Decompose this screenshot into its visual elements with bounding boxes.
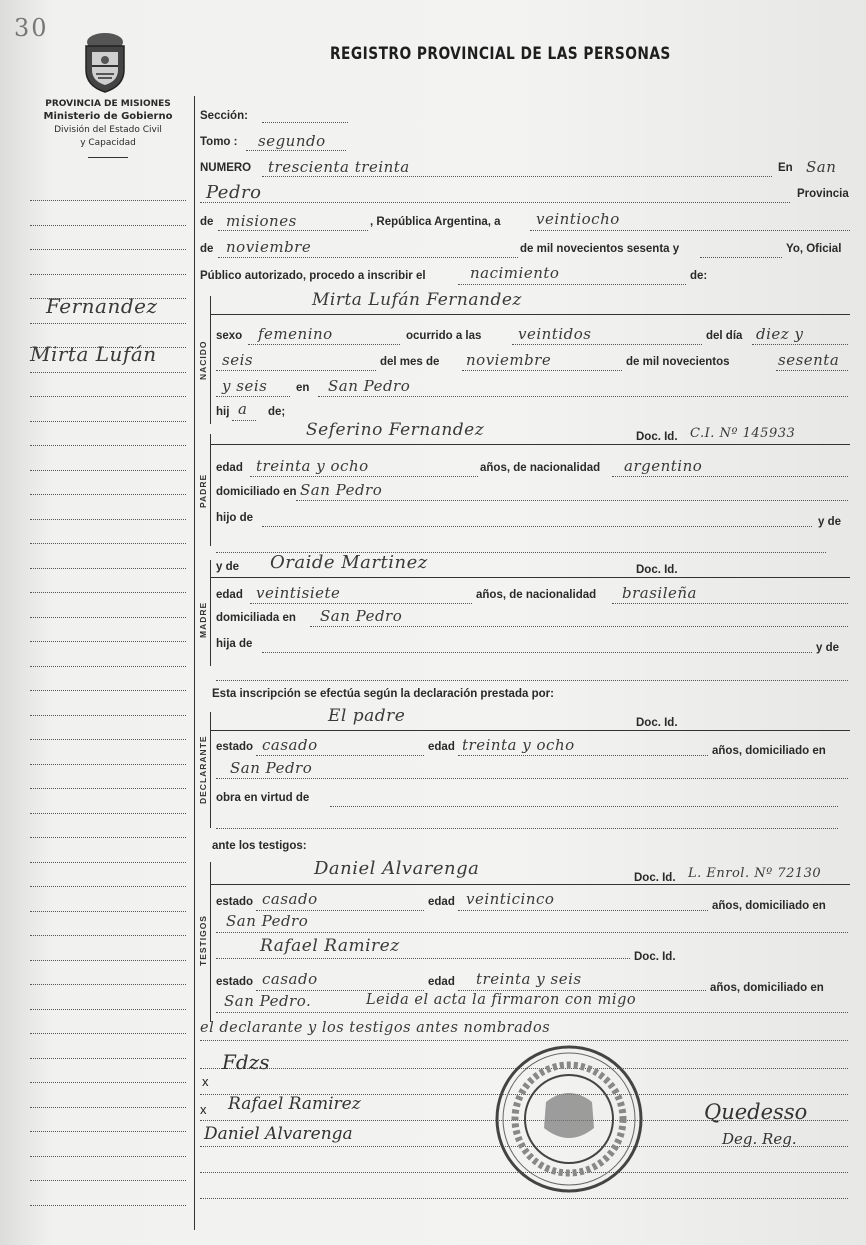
de-label-2: de	[200, 243, 214, 255]
x-mark-1: x	[202, 1074, 209, 1089]
madre-domicilio-value: San Pedro	[320, 607, 403, 625]
coat-of-arms-icon	[78, 30, 132, 94]
margin-line	[30, 617, 186, 618]
margin-line	[30, 715, 186, 716]
testigo-2-anios-label: años, domiciliado en	[710, 982, 824, 994]
margin-line	[30, 690, 186, 691]
month-field	[218, 257, 518, 258]
margin-line	[30, 984, 186, 985]
en-place-label: en	[296, 382, 310, 394]
nacido-name: Mirta Lufán Fernandez	[312, 290, 522, 310]
testigo-1-name: Daniel Alvarenga	[314, 858, 480, 879]
act-value: nacimiento	[470, 264, 560, 282]
testigo-1-doc-value: L. Enrol. Nº 72130	[688, 866, 822, 881]
declarante-obra-field	[330, 806, 838, 807]
declarante-obra-label: obra en virtud de	[216, 792, 310, 804]
declarante-name: El padre	[328, 706, 406, 726]
margin-line	[30, 372, 186, 373]
birth-place-value: San Pedro	[328, 377, 411, 395]
sig-line-6	[200, 1198, 848, 1199]
margin-line	[30, 1107, 186, 1108]
padre-edad-value: treinta y ocho	[256, 457, 369, 475]
yo-label: Yo, Oficial	[786, 243, 842, 255]
testigo-2-estado-value: casado	[262, 970, 318, 988]
margin-line	[30, 960, 186, 961]
margin-surname: Fernandez	[46, 294, 158, 318]
day-value: veintiocho	[536, 210, 620, 228]
time-field	[512, 344, 702, 345]
numero-label: NUMERO	[200, 162, 252, 174]
sexo-label: sexo	[216, 330, 243, 342]
testigos-top-rule	[210, 884, 850, 885]
nacido-side-label: NACIDO	[198, 340, 208, 380]
madre-y-de-label: y de	[216, 561, 240, 573]
publico-label: Público autorizado, procedo a inscribir el	[200, 270, 426, 282]
madre-hija-label: hija de	[216, 638, 253, 650]
tomo-field	[246, 150, 346, 151]
time-value: veintidos	[518, 325, 592, 343]
dia-value: diez y	[756, 325, 804, 343]
margin-line	[30, 445, 186, 446]
de-label: de	[200, 216, 214, 228]
officer-title: Deg. Reg.	[722, 1130, 797, 1148]
margin-line	[30, 592, 186, 593]
margin-line	[30, 274, 186, 275]
republica-label: , República Argentina, a	[370, 216, 501, 228]
numero-field	[262, 176, 772, 177]
declarante-estado-field	[256, 755, 424, 756]
padre-side-label: PADRE	[198, 473, 208, 508]
padre-domicilio-field	[296, 500, 848, 501]
signature-2: Rafael Ramirez	[228, 1094, 361, 1114]
ministry-label: Ministerio de Gobierno	[43, 111, 173, 122]
madre-nac-label: años, de nacionalidad	[476, 589, 597, 601]
margin-line	[30, 494, 186, 495]
testigo-2-name-field	[216, 958, 630, 959]
declarante-edad-field	[458, 755, 708, 756]
mes-value: noviembre	[466, 351, 552, 369]
padre-domicilio-value: San Pedro	[300, 481, 383, 499]
testigo-1-domicilio-field	[216, 932, 848, 933]
declarante-top-rule	[210, 730, 850, 731]
hij-de-label: de;	[268, 406, 286, 418]
margin-line	[30, 1205, 186, 1206]
margin-line	[30, 788, 186, 789]
padre-top-rule	[210, 444, 850, 445]
testigo-2-edad-label: edad	[428, 976, 455, 988]
seccion-label: Sección:	[200, 110, 248, 122]
padre-nac-value: argentino	[624, 457, 703, 475]
x-mark-2: x	[200, 1102, 207, 1117]
declarante-estado-label: estado	[216, 741, 254, 753]
sexo-value: femenino	[258, 325, 333, 343]
padre-nac-field	[612, 476, 848, 477]
testigo-2-name: Rafael Ramirez	[260, 936, 400, 956]
madre-name: Oraide Martinez	[270, 552, 428, 573]
padre-hijo-label: hijo de	[216, 512, 254, 524]
madre-nac-value: brasileña	[622, 584, 697, 602]
division-label: División del Estado Civil	[54, 125, 162, 135]
declarante-domicilio-field	[216, 778, 848, 779]
year-value: sesenta	[778, 351, 840, 369]
hij-field	[232, 420, 256, 421]
nacido-top-rule	[210, 314, 850, 315]
province-label: PROVINCIA DE MISIONES	[45, 99, 171, 109]
margin-line	[30, 1009, 186, 1010]
month-value: noviembre	[226, 238, 312, 256]
madre-hija-field	[262, 652, 812, 653]
madre-hija-field-2	[216, 680, 848, 681]
margin-line	[30, 1058, 186, 1059]
madre-doc-label: Doc. Id.	[636, 564, 678, 576]
margin-names: Mirta Lufán	[30, 342, 157, 366]
declarante-side-label: DECLARANTE	[198, 735, 208, 804]
testigo-2-edad-value: treinta y seis	[476, 970, 582, 988]
sexo-field	[248, 344, 400, 345]
signature-3: Daniel Alvarenga	[204, 1124, 353, 1144]
madre-bracket	[210, 560, 211, 666]
nacido-bracket	[210, 296, 211, 424]
padre-bracket	[210, 434, 211, 546]
testigo-1-anios-label: años, domiciliado en	[712, 900, 826, 912]
margin-line	[30, 421, 186, 422]
del-mes-label: del mes de	[380, 356, 440, 368]
closing-field-2	[200, 1040, 848, 1041]
year-field-2	[776, 370, 848, 371]
declarante-domicilio-value: San Pedro	[230, 759, 313, 777]
page-number: 30	[14, 14, 49, 42]
margin-line	[30, 813, 186, 814]
madre-y-de-end: y de	[816, 642, 840, 654]
testigos-bracket	[210, 862, 211, 1022]
madre-domicilio-label: domiciliada en	[216, 612, 296, 624]
madre-domicilio-field	[310, 626, 848, 627]
margin-line	[30, 225, 186, 226]
padre-doc-label: Doc. Id.	[636, 431, 678, 443]
mes-field	[462, 370, 622, 371]
padre-edad-label: edad	[216, 462, 243, 474]
declarante-anios-label: años, domiciliado en	[712, 745, 826, 757]
margin-line	[30, 837, 186, 838]
margin-line	[30, 666, 186, 667]
declarante-edad-label: edad	[428, 741, 455, 753]
madre-nac-field	[612, 603, 848, 604]
madre-side-label: MADRE	[198, 601, 208, 638]
declarante-intro: Esta inscripción se efectúa según la declaración prestada por:	[212, 688, 554, 700]
header-rule	[88, 157, 128, 158]
numero-value: trescienta treinta	[268, 158, 410, 176]
del-dia-label: del día	[706, 330, 743, 342]
closing-line-1: Leida el acta la firmaron con migo	[366, 992, 637, 1008]
province-field	[218, 230, 368, 231]
testigo-1-estado-field	[256, 910, 424, 911]
margin-line	[30, 200, 186, 201]
testigos-intro: ante los testigos:	[212, 840, 307, 852]
dia-field	[752, 344, 848, 345]
padre-doc-value: C.I. Nº 145933	[690, 426, 796, 441]
margin-line	[30, 1082, 186, 1083]
madre-edad-field	[250, 603, 472, 604]
madre-edad-value: veintisiete	[256, 584, 341, 602]
testigo-1-estado-value: casado	[262, 890, 318, 908]
margin-line	[30, 911, 186, 912]
dia-value-2: seis	[222, 351, 254, 369]
testigo-2-estado-field	[256, 990, 424, 991]
margin-line	[30, 739, 186, 740]
testigos-side-label: TESTIGOS	[198, 915, 208, 966]
en-value: San	[806, 158, 837, 176]
margin-line	[30, 886, 186, 887]
padre-name: Seferino Fernandez	[306, 420, 485, 440]
capacity-label: y Capacidad	[80, 138, 136, 148]
tomo-label: Tomo :	[200, 136, 238, 148]
padre-edad-field	[250, 476, 478, 477]
margin-line	[30, 935, 186, 936]
padre-domicilio-label: domiciliado en	[216, 486, 297, 498]
margin-line	[30, 396, 186, 397]
margin-line	[30, 641, 186, 642]
ocurrido-label: ocurrido a las	[406, 330, 482, 342]
birth-place-field	[318, 396, 848, 397]
declarante-obra-field-2	[216, 828, 838, 829]
testigo-1-edad-value: veinticinco	[466, 890, 555, 908]
day-field	[530, 230, 850, 231]
testigo-1-domicilio-value: San Pedro	[226, 912, 309, 930]
declarante-estado-value: casado	[262, 736, 318, 754]
margin-line	[30, 519, 186, 520]
official-seal	[494, 1044, 644, 1194]
province-value: misiones	[226, 212, 297, 230]
margin-line	[30, 1131, 186, 1132]
hij-value: a	[238, 400, 248, 418]
margin-line	[30, 470, 186, 471]
margin-line	[30, 764, 186, 765]
testigo-1-edad-field	[458, 910, 708, 911]
en-label: En	[778, 162, 793, 174]
margin-line	[30, 249, 186, 250]
dia-field-2	[216, 370, 376, 371]
provincia-label: Provincia	[797, 188, 849, 200]
testigo-2-domicilio-value: San Pedro.	[224, 992, 312, 1010]
closing-line-2: el declarante y los testigos antes nombrados	[200, 1020, 551, 1036]
place-value: Pedro	[206, 182, 262, 203]
year-value-2: y seis	[222, 377, 268, 395]
declarante-doc-label: Doc. Id.	[636, 717, 678, 729]
madre-edad-label: edad	[216, 589, 243, 601]
margin-line	[30, 1033, 186, 1034]
margin-line	[30, 1180, 186, 1181]
officer-signature: Quedesso	[704, 1100, 808, 1124]
testigo-2-estado-label: estado	[216, 976, 254, 988]
testigo-1-edad-label: edad	[428, 896, 455, 908]
padre-nac-label: años, de nacionalidad	[480, 462, 601, 474]
testigo-2-edad-field	[458, 990, 706, 991]
margin-line	[30, 543, 186, 544]
form-left-border	[194, 96, 195, 1230]
year-field-3	[216, 396, 290, 397]
margin-line	[30, 862, 186, 863]
padre-hijo-field	[262, 526, 812, 527]
mil-novecientos-label: de mil novecientos	[626, 356, 730, 368]
hij-label: hij	[216, 406, 230, 418]
page-title: REGISTRO PROVINCIAL DE LAS PERSONAS	[330, 44, 671, 64]
tomo-value: segundo	[258, 132, 326, 150]
padre-y-de-label: y de	[818, 516, 842, 528]
testigo-1-doc-label: Doc. Id.	[634, 872, 676, 884]
seccion-field	[262, 122, 348, 123]
testigo-2-doc-label: Doc. Id.	[634, 951, 676, 963]
de-colon-label: de:	[690, 270, 708, 282]
testigo-2-domicilio-field	[216, 1012, 848, 1013]
madre-top-rule	[210, 577, 850, 578]
year-field	[700, 257, 782, 258]
margin-line	[30, 323, 186, 324]
declarante-bracket	[210, 712, 211, 828]
place-field	[200, 202, 790, 203]
mil-label: de mil novecientos sesenta y	[520, 243, 680, 255]
testigo-1-estado-label: estado	[216, 896, 254, 908]
act-field	[458, 284, 686, 285]
margin-line	[30, 568, 186, 569]
margin-line	[30, 1156, 186, 1157]
signature-1: Fdzs	[222, 1050, 270, 1074]
declarante-edad-value: treinta y ocho	[462, 736, 575, 754]
